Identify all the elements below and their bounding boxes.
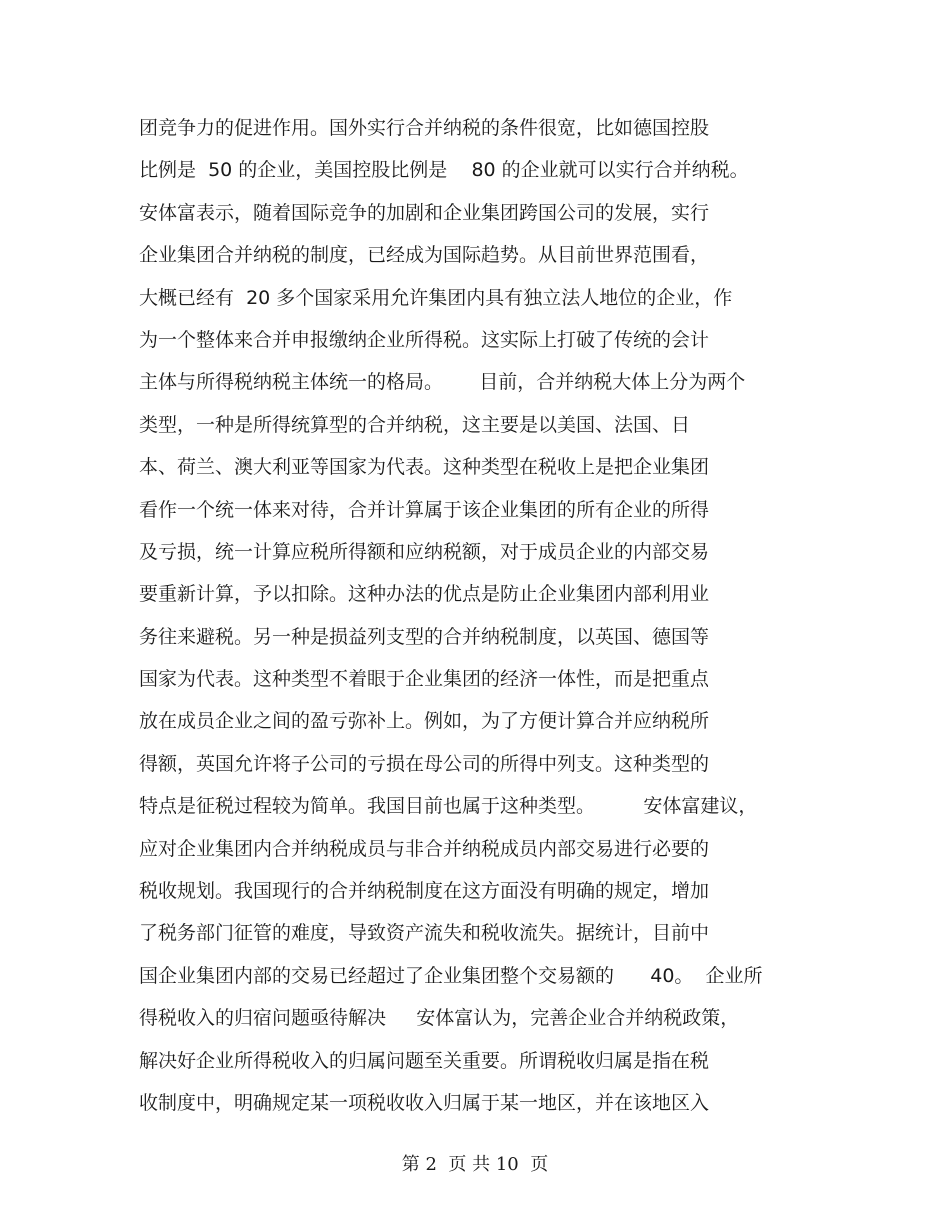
text-line: 得额，英国允许将子公司的亏损在母公司的所得中列支。这种类型的 bbox=[139, 752, 710, 775]
text-line: 税收规划。我国现行的合并纳税制度在这方面没有明确的规定，增加 bbox=[139, 880, 710, 903]
text-line: 企业集团合并纳税的制度，已经成为国际趋势。从目前世界范围看， bbox=[139, 244, 710, 267]
text-line: 国家为代表。这种类型不着眼于企业集团的经济一体性，而是把重点 bbox=[139, 668, 710, 691]
text-line: 国企业集团内部的交易已经超过了企业集团整个交易额的 40。 企业所 bbox=[139, 964, 763, 987]
text-line: 看作一个统一体来对待，合并计算属于该企业集团的所有企业的所得 bbox=[139, 498, 710, 521]
text-line: 解决好企业所得税收入的归属问题至关重要。所谓税收归属是指在税 bbox=[139, 1049, 710, 1072]
text-line: 应对企业集团内合并纳税成员与非合并纳税成员内部交易进行必要的 bbox=[139, 837, 710, 860]
page-number-footer: 第 2 页 共 10 页 bbox=[401, 1154, 549, 1175]
text-line: 安体富表示，随着国际竞争的加剧和企业集团跨国公司的发展，实行 bbox=[139, 201, 710, 224]
text-line: 了税务部门征管的难度，导致资产流失和税收流失。据统计，目前中 bbox=[139, 922, 710, 945]
text-line: 收制度中，明确规定某一项税收收入归属于某一地区，并在该地区入 bbox=[139, 1091, 710, 1114]
body-text bbox=[139, 113, 819, 1130]
text-line: 主体与所得税纳税主体统一的格局。 目前，合并纳税大体上分为两个 bbox=[139, 371, 746, 394]
text-line: 特点是征税过程较为简单。我国目前也属于这种类型。 安体富建议， bbox=[139, 795, 758, 818]
text-line: 大概已经有 20 多个国家采用允许集团内具有独立法人地位的企业，作 bbox=[139, 286, 733, 309]
text-line: 要重新计算，予以扣除。这种办法的优点是防止企业集团内部利用业 bbox=[139, 583, 710, 606]
text-line: 为一个整体来合并申报缴纳企业所得税。这实际上打破了传统的会计 bbox=[139, 328, 710, 351]
text-line: 务往来避税。另一种是损益列支型的合并纳税制度，以英国、德国等 bbox=[139, 625, 710, 648]
text-line: 得税收入的归宿问题亟待解决 安体富认为，完善企业合并纳税政策， bbox=[139, 1007, 740, 1030]
text-line: 放在成员企业之间的盈亏弥补上。例如，为了方便计算合并应纳税所 bbox=[139, 710, 710, 733]
text-line: 及亏损，统一计算应税所得额和应纳税额，对于成员企业的内部交易 bbox=[139, 540, 710, 563]
text-line: 团竞争力的促进作用。国外实行合并纳税的条件很宽，比如德国控股 bbox=[139, 117, 710, 139]
text-line: 本、荷兰、澳大利亚等国家为代表。这种类型在税收上是把企业集团 bbox=[139, 456, 710, 479]
text-line: 比例是 50 的企业，美国控股比例是 80 的企业就可以实行合并纳税。 bbox=[139, 159, 749, 182]
text-line: 类型，一种是所得统算型的合并纳税，这主要是以美国、法国、日 bbox=[139, 413, 691, 436]
